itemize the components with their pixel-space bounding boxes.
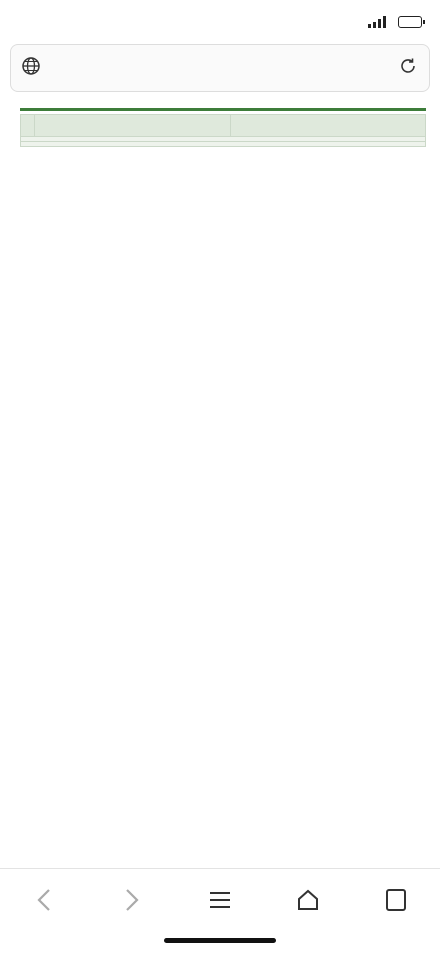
home-button[interactable]	[288, 880, 328, 920]
hamburger-icon	[209, 891, 231, 909]
home-indicator[interactable]	[164, 938, 276, 943]
pdf-document	[20, 100, 426, 860]
group-title-ideas	[21, 142, 426, 147]
header-source	[230, 115, 426, 137]
menu-button[interactable]	[200, 880, 240, 920]
status-bar	[0, 0, 440, 44]
home-icon	[296, 888, 320, 912]
signal-icon	[368, 16, 386, 28]
report-table	[20, 114, 426, 147]
forward-button[interactable]	[112, 880, 152, 920]
browser-toolbar	[0, 868, 440, 930]
globe-icon	[21, 56, 41, 81]
report-divider	[20, 108, 426, 111]
battery-icon	[398, 16, 422, 28]
reload-icon[interactable]	[397, 55, 419, 82]
status-indicators	[368, 16, 422, 28]
chevron-left-icon	[35, 888, 53, 912]
address-bar[interactable]	[10, 44, 430, 92]
tab-count	[386, 889, 406, 911]
chevron-right-icon	[123, 888, 141, 912]
header-original	[35, 115, 231, 137]
tabs-button[interactable]	[376, 880, 416, 920]
back-button[interactable]	[24, 880, 64, 920]
